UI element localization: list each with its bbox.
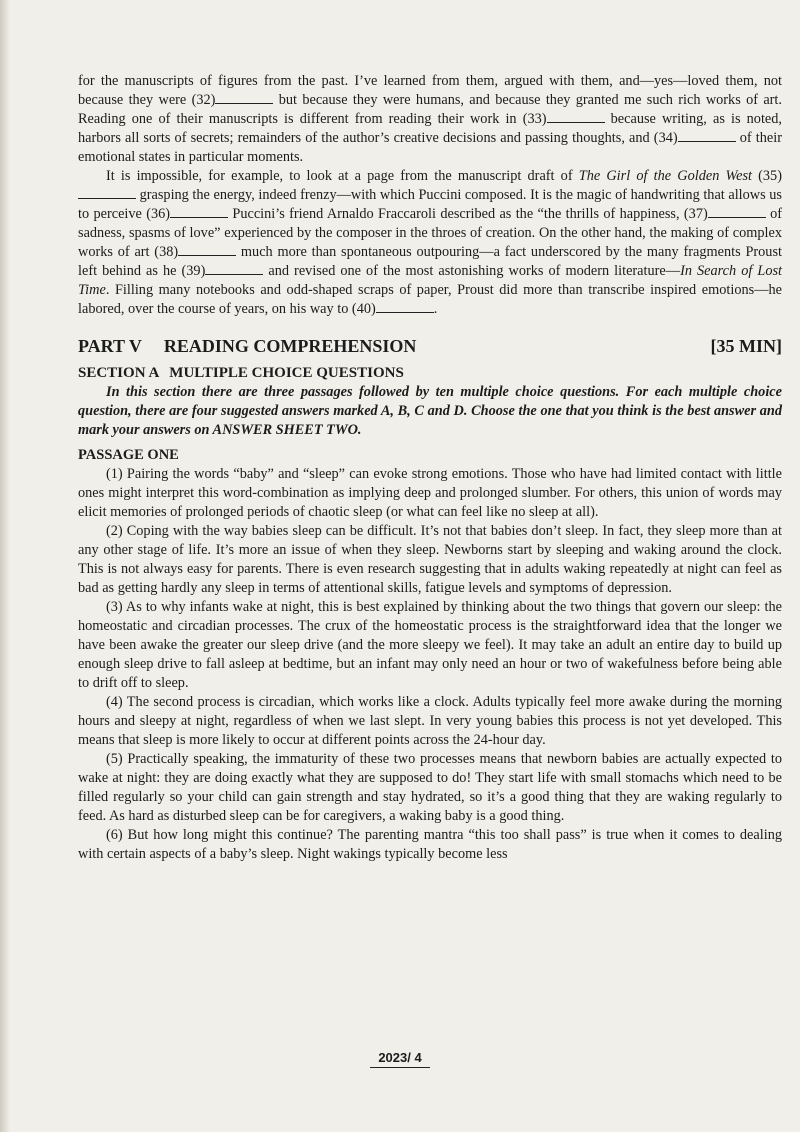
- passage-paragraph-3: (3) As to why infants wake at night, this is best explained by thinking about the two things that govern our sleep: the homeostatic and circadian processes. The crux of the homeostatic process is the straightforward idea that the longer we have been awake the greater our sleep drive (and the more sleepy we feel). It may take an adult an entire day to build up enough sleep drive to fall asleep at bedtime, but an infant may only need an hour or two of wakefulness before being able to drift off to sleep.: [78, 599, 782, 691]
- blank-39: [205, 263, 263, 275]
- cloze-text: grasping the energy, indeed frenzy—with which Puccini composed. It is the magic of handwriting that allows us to perceive (36): [78, 187, 782, 222]
- cloze-text: of their emotional states in particular moments.: [78, 130, 782, 165]
- blank-38: [178, 244, 236, 256]
- exam-page: [78, 72, 782, 864]
- work-title: The Girl of the Golden West: [578, 168, 752, 184]
- passage-paragraph-2: (2) Coping with the way babies sleep can be difficult. It’s not that babies don’t sleep. In fact, they sleep more than at any other stage of life. It’s more an issue of when they sleep. Newborns start by sleeping and waking around the clock. This is not always easy for parents. There is even research suggesting that in adults waking repeatedly at night can feel as bad as getting hardly any sleep in terms of attentional skills, fatigue levels and symptoms of depression.: [78, 523, 782, 596]
- passage-paragraph-4: (4) The second process is circadian, which works like a clock. Adults typically feel more awake during the morning hours and sleepy at night, regardless of when we last slept. In very young babies this process is not yet developed. This means that sleep is more likely to occur at different points across the 24-hour day.: [78, 694, 782, 748]
- cloze-paragraph-2: [78, 167, 782, 319]
- blank-40: [376, 301, 434, 313]
- section-label: SECTION A: [78, 365, 160, 381]
- page-edge-shadow: [0, 0, 10, 1132]
- cloze-text: but because they were humans, and because they granted me such rich works of art. Reading one of their manuscripts is different from reading their work in (33): [78, 92, 782, 127]
- time-limit: [35 MIN]: [710, 336, 782, 356]
- section-title: MULTIPLE CHOICE QUESTIONS: [169, 365, 404, 381]
- cloze-text: . Filling many notebooks and odd-shaped scraps of paper, Proust did more than transcribe inspired emotions—he labored, over the course of years, on his way to (40): [78, 282, 782, 317]
- cloze-paragraph-1: [78, 72, 782, 167]
- passage-paragraph-6: (6) But how long might this continue? The parenting mantra “this too shall pass” is true when it comes to dealing with certain aspects of a baby’s sleep. Night wakings typically become less: [78, 827, 782, 862]
- cloze-text: because writing, as is noted, harbors all sorts of secrets; remainders of the author’s creative decisions and passing thoughts, and (34): [78, 111, 782, 146]
- section-heading: [78, 364, 782, 383]
- part-heading: [78, 337, 782, 356]
- page-number: 2023/ 4: [370, 1050, 429, 1068]
- page-footer: [0, 1050, 800, 1065]
- part-title: READING COMPREHENSION: [163, 336, 417, 356]
- passage-paragraph-1: (1) Pairing the words “baby” and “sleep” can evoke strong emotions. Those who have had limited contact with little ones might interpret this word-combination as implying deep and prolonged slumber. For others, this union of words may elicit memories of prolonged periods of chaotic sleep (or what can feel like no sleep at all).: [78, 466, 782, 520]
- passage-heading: PASSAGE ONE: [78, 447, 179, 463]
- part-number: PART V: [78, 336, 142, 356]
- work-title: In Search of Lost Time: [78, 263, 783, 298]
- cloze-text: of sadness, spasms of love” experienced by the composer in the throes of creation. On the other hand, the making of complex works of art (38): [78, 206, 782, 260]
- cloze-text: .: [433, 301, 438, 317]
- cloze-text: It is impossible, for example, to look at a page from the manuscript draft of: [106, 168, 579, 184]
- cloze-text: and revised one of the most astonishing works of modern literature—: [263, 263, 681, 279]
- blank-33: [547, 111, 605, 123]
- blank-34: [678, 130, 736, 142]
- blank-35: [78, 187, 136, 199]
- blank-36: [170, 206, 228, 218]
- cloze-text: much more than spontaneous outpouring—a fact underscored by the many fragments Proust left behind as he (39): [78, 244, 782, 279]
- cloze-text: for the manuscripts of figures from the past. I’ve learned from them, argued with them, and—yes—loved them, not because they were (32): [78, 73, 782, 108]
- passage-paragraph-5: (5) Practically speaking, the immaturity of these two processes means that newborn babies are actually expected to wake at night: they are doing exactly what they are supposed to do! They start life with small stomachs which need to be filled regularly so your child can gain strength and stay hydrated, so it’s a good thing that they are waking regularly to feed. As hard as disturbed sleep can be for caregivers, a waking baby is a good thing.: [78, 751, 782, 824]
- blank-37: [708, 206, 766, 218]
- cloze-text: Puccini’s friend Arnaldo Fraccaroli described as the “the thrills of happiness, (37): [228, 206, 708, 222]
- blank-32: [215, 92, 273, 104]
- cloze-text: (35): [751, 168, 782, 184]
- section-instructions: In this section there are three passages followed by ten multiple choice questions. For each multiple choice question, there are four suggested answers marked A, B, C and D. Choose the one that you think is the best answer and mark your answers on ANSWER SHEET TWO.: [78, 384, 782, 438]
